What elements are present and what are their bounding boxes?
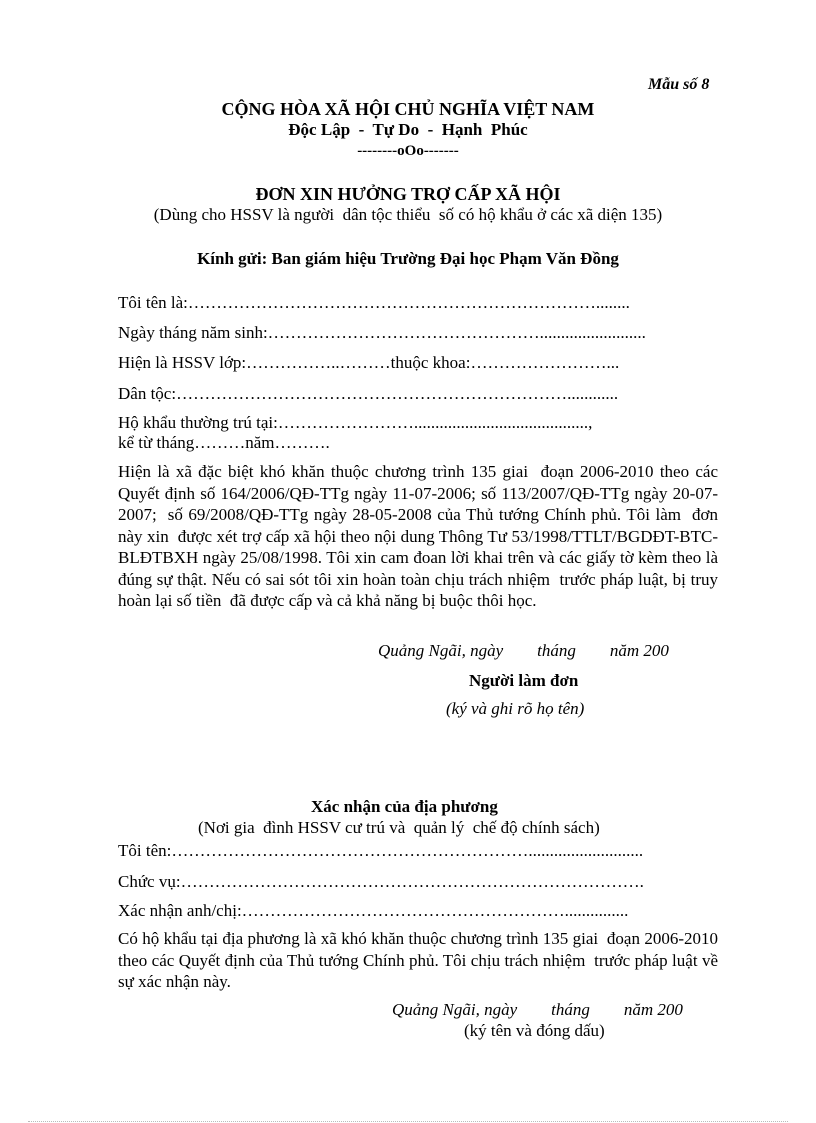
page-edge-divider: [28, 1121, 788, 1122]
confirm-field-person[interactable]: Xác nhận anh/chị:…………………………………………………...............: [118, 901, 629, 920]
confirmation-subtitle: (Nơi gia đình HSSV cư trú và quản lý chế độ chính sách): [198, 818, 600, 837]
field-residence-since[interactable]: kể từ tháng………năm……….: [118, 433, 330, 452]
confirmation-statement: Có hộ khẩu tại địa phương là xã khó khăn thuộc chương trình 135 giai đoạn 2006-2010 theo các Quyết định của Thủ tướng Chính phủ. Tôi chịu trách nhiệm trước pháp luật về sự xác nhận này.: [118, 929, 727, 991]
header-separator: --------oOo-------: [357, 143, 459, 159]
applicant-statement: Hiện là xã đặc biệt khó khăn thuộc chương trình 135 giai đoạn 2006-2010 theo các Quyết định số 164/2006/QĐ-TTg ngày 11-07-2006; số 113/2007/QĐ-TTg ngày 20-07-2007; số 69/2008/QĐ-TTg ngày 28-05-2008 của Thủ tướng Chính phủ. Tôi làm đơn này xin được xét trợ cấp xã hội theo nội dung Thông Tư 53/1998/TTLT/BGDĐT-BTC-BLĐTBXH ngày 25/08/1998. Tôi xin cam đoan lời khai trên và các giấy tờ kèm theo là đúng sự thật. Nếu có sai sót tôi xin hoàn toàn chịu trách nhiệm trước pháp luật, bị truy hoàn lại số tiền đã được cấp và cả khả năng bị buộc thôi học.: [118, 462, 723, 610]
confirmation-title: Xác nhận của địa phương: [311, 797, 498, 816]
confirmation-place-date: Quảng Ngãi, ngày tháng năm 200: [392, 1000, 683, 1019]
field-class[interactable]: Hiện là HSSV lớp:……………..………thuộc khoa:……………………...: [118, 353, 620, 372]
document-subtitle: (Dùng cho HSSV là người dân tộc thiểu số có hộ khẩu ở các xã diện 135): [153, 205, 663, 224]
field-residence[interactable]: Hộ khẩu thường trú tại:…………………….........................................,: [118, 413, 593, 432]
confirm-field-name[interactable]: Tôi tên:………………………………………………………...........................: [118, 841, 644, 860]
field-ethnicity[interactable]: Dân tộc:……………………………………………………………............: [118, 384, 619, 403]
addressee: Kính gửi: Ban giám hiệu Trường Đại học Phạm Văn Đồng: [197, 249, 619, 268]
applicant-role: Người làm đơn: [469, 671, 579, 690]
confirm-field-position[interactable]: Chức vụ:……………………………………………………………………….: [118, 872, 644, 891]
field-dob[interactable]: Ngày tháng năm sinh:………………………………………….........................: [118, 323, 646, 342]
applicant-place-date: Quảng Ngãi, ngày tháng năm 200: [378, 641, 669, 660]
confirmation-sign-note: (ký tên và đóng dấu): [464, 1021, 605, 1040]
national-motto: Độc Lập - Tự Do - Hạnh Phúc: [288, 120, 528, 139]
form-number: Mẫu số 8: [648, 76, 710, 93]
country-name: CỘNG HÒA XÃ HỘI CHỦ NGHĨA VIỆT NAM: [221, 99, 595, 119]
applicant-sign-note: (ký và ghi rõ họ tên): [446, 699, 585, 718]
document-title: ĐƠN XIN HƯỞNG TRỢ CẤP XÃ HỘI: [255, 184, 561, 204]
field-name[interactable]: Tôi tên là:………………………………………………………………........: [118, 293, 630, 312]
